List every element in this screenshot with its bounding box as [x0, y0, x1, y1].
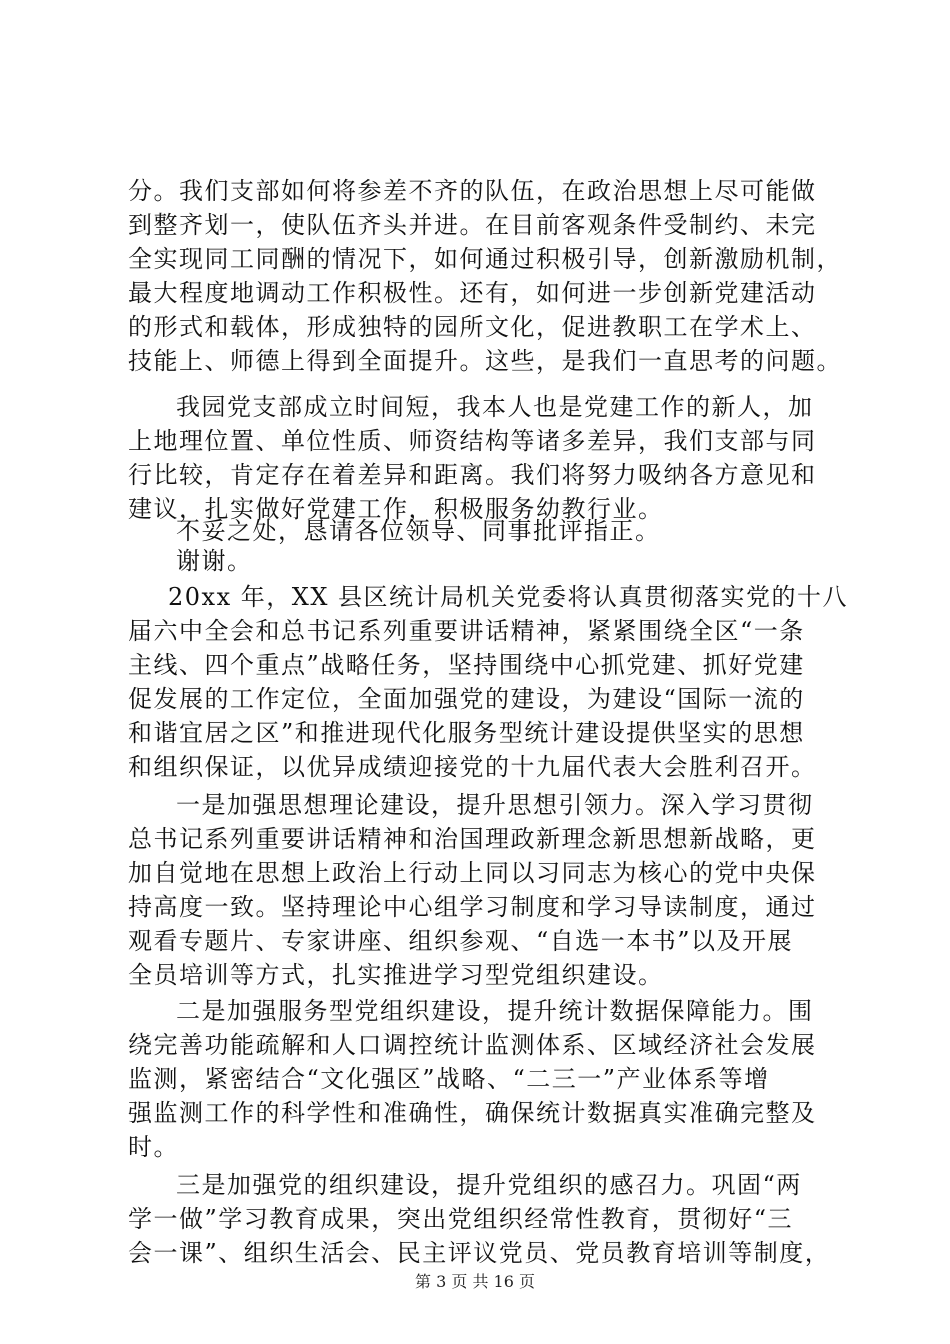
- text-line: 绕完善功能疏解和人口调控统计监测体系、区域经济社会发展: [128, 1031, 817, 1059]
- text-line: 到整齐划一，使队伍齐头并进。在目前客观条件受制约、未完: [128, 211, 817, 239]
- text-line: 我园党支部成立时间短，我本人也是党建工作的新人，加: [176, 393, 814, 421]
- text-line: 和组织保证，以优异成绩迎接党的十九届代表大会胜利召开。: [128, 753, 817, 781]
- text-line: 技能上、师德上得到全面提升。这些，是我们一直思考的问题。: [128, 347, 842, 375]
- text-line: 二是加强服务型党组织建设，提升统计数据保障能力。围: [176, 997, 814, 1025]
- text-line: 持高度一致。坚持理论中心组学习制度和学习导读制度，通过: [128, 893, 817, 921]
- text-line: 主线、四个重点”战略任务，坚持围绕中心抓党建、抓好党建: [128, 651, 805, 679]
- text-line: 加自觉地在思想上政治上行动上同以习同志为核心的党中央保: [128, 859, 817, 887]
- text-line: 谢谢。: [176, 547, 253, 575]
- text-line: 学一做”学习教育成果，突出党组织经常性教育，贯彻好“三: [128, 1205, 794, 1233]
- text-line: 监测，紧密结合“文化强区”战略、“二三一”产业体系等增: [128, 1065, 770, 1093]
- text-line: 和谐宜居之区”和推进现代化服务型统计建设提供坚实的思想: [128, 719, 805, 747]
- text-line: 分。我们支部如何将参差不齐的队伍，在政治思想上尽可能做: [128, 177, 817, 205]
- text-line: 强监测工作的科学性和准确性，确保统计数据真实准确完整及: [128, 1099, 817, 1127]
- text-line: 全实现同工同酬的情况下，如何通过积极引导，创新激励机制，: [128, 245, 842, 273]
- text-line: 建议，扎实做好党建工作，积极服务幼教行业。: [128, 495, 664, 523]
- text-line: 全员培训等方式，扎实推进学习型党组织建设。: [128, 961, 664, 989]
- text-line: 会一课”、组织生活会、民主评议党员、党员教育培训等制度，: [128, 1239, 831, 1267]
- text-line: 上地理位置、单位性质、师资结构等诸多差异，我们支部与同: [128, 427, 817, 455]
- text-line: 促发展的工作定位，全面加强党的建设，为建设“国际一流的: [128, 685, 805, 713]
- text-line: 一是加强思想理论建设，提升思想引领力。深入学习贯彻: [176, 791, 814, 819]
- page-number-footer: 第 3 页 共 16 页: [415, 1272, 535, 1291]
- text-line: 时。: [128, 1133, 179, 1161]
- text-line: 不妥之处，恳请各位领导、同事批评指正。: [176, 517, 661, 545]
- text-line: 行比较，肯定存在着差异和距离。我们将努力吸纳各方意见和: [128, 461, 817, 489]
- text-line: 观看专题片、专家讲座、组织参观、“自选一本书”以及开展: [128, 927, 794, 955]
- text-line: 届六中全会和总书记系列重要讲话精神，紧紧围绕全区“一条: [128, 617, 805, 645]
- text-line: 三是加强党的组织建设，提升党组织的感召力。巩固“两: [176, 1171, 802, 1199]
- text-line: 总书记系列重要讲话精神和治国理政新理念新思想新战略，更: [128, 825, 817, 853]
- text-line: 的形式和载体，形成独特的园所文化，促进教职工在学术上、: [128, 313, 817, 341]
- text-line: 最大程度地调动工作积极性。还有，如何进一步创新党建活动: [128, 279, 817, 307]
- text-line: 20xx 年，XX 县区统计局机关党委将认真贯彻落实党的十八: [168, 583, 849, 611]
